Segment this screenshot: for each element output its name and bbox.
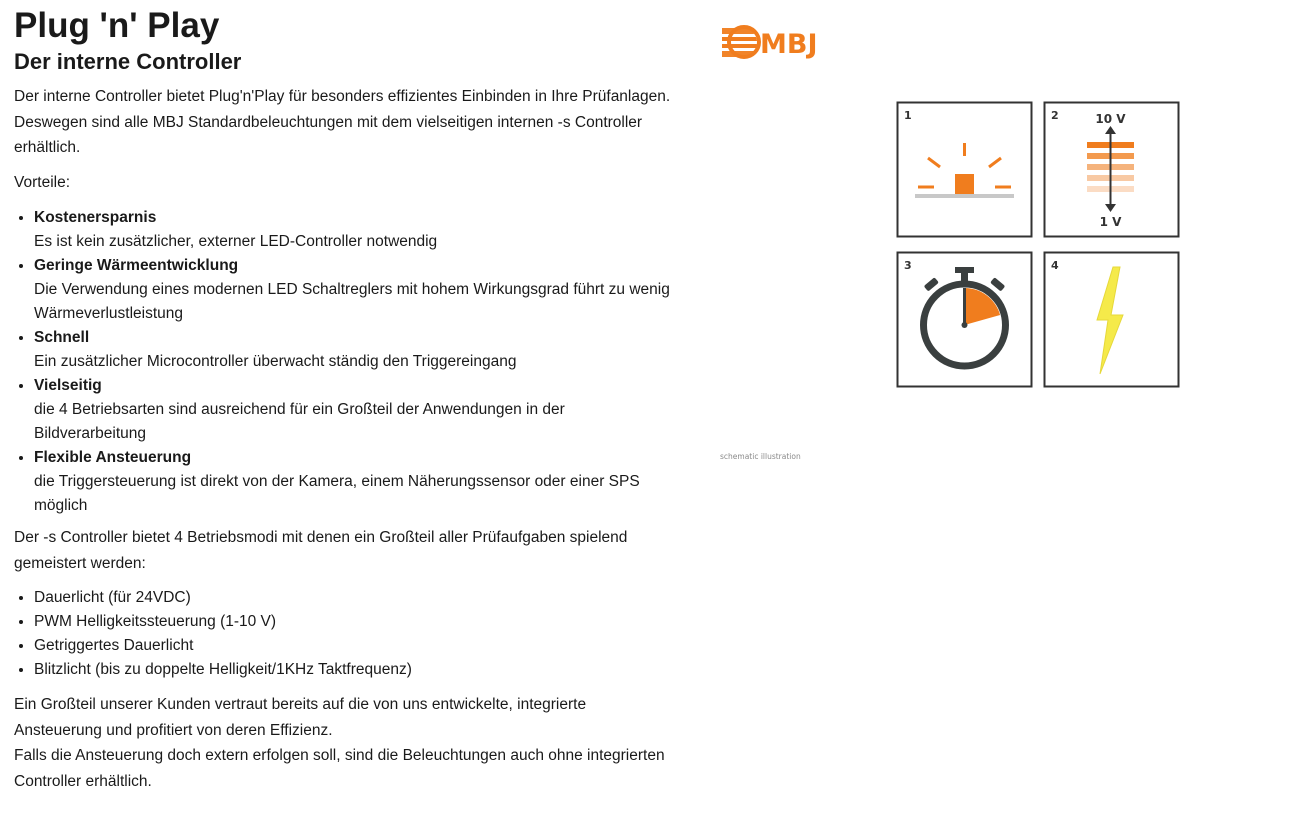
panel-number: 1 — [904, 109, 912, 122]
feature-text: die Triggersteuerung ist direkt von der Kamera, einem Näherungssensor oder einer SPS möglich — [34, 473, 640, 514]
main-content — [14, 6, 674, 794]
panel-number: 2 — [1051, 109, 1059, 122]
feature-text: Es ist kein zusätzlicher, externer LED-Controller notwendig — [34, 233, 438, 250]
page-title: Plug 'n' Play — [14, 6, 220, 45]
logo-text: MBJ — [760, 29, 818, 60]
scale-bottom-label: 1 V — [1099, 215, 1122, 229]
illustration-caption: schematic illustration — [720, 452, 801, 461]
mode-item: • Getriggertes Dauerlicht — [34, 634, 674, 658]
panel-2 — [1045, 103, 1179, 237]
feature-text: Die Verwendung eines modernen LED Schaltreglers mit hohem Wirkungsgrad führt zu wenig Wärmeverlustleistung — [34, 281, 670, 322]
outro-sentence-2: Falls die Ansteuerung doch extern erfolgen soll, sind die Beleuchtungen auch ohne integrierten Controller erhältlich. — [14, 747, 665, 790]
outro-sentence-1: Ein Großteil unserer Kunden vertraut bereits auf die von uns entwickelte, integrierte Ansteuerung und profitiert von deren Effizienz. — [14, 696, 587, 739]
mode-item: • PWM Helligkeitssteuerung (1-10 V) — [34, 610, 674, 634]
stopwatch-icon — [924, 267, 1006, 366]
panel-3 — [898, 253, 1032, 387]
panel-number: 3 — [904, 259, 912, 272]
feature-text: die 4 Betriebsarten sind ausreichend für ein Großteil der Anwendungen in der Bildverarbeitung — [34, 401, 565, 442]
feature-item — [34, 326, 674, 374]
scale-top-label: 10 V — [1095, 112, 1126, 126]
intro-paragraph: Der interne Controller bietet Plug'n'Play für besonders effizientes Einbinden in Ihre Prüfanlagen. Deswegen sind alle MBJ Standardbeleuchtungen mit dem vielseitigen internen -s Controller erhältlich. — [14, 88, 671, 156]
mode-item: • Blitzlicht (bis zu doppelte Helligkeit/1KHz Taktfrequenz) — [34, 658, 674, 682]
outro-paragraph — [14, 692, 674, 794]
panel-number: 4 — [1051, 259, 1059, 272]
feature-item — [34, 374, 674, 446]
feature-item — [34, 254, 674, 326]
modes-intro-paragraph: Der -s Controller bietet 4 Betriebsmodi mit denen ein Großteil aller Prüfaufgaben spielend gemeistert werden: — [14, 529, 628, 572]
page-subtitle: Der interne Controller — [14, 49, 242, 74]
advantages-label: Vorteile: — [14, 173, 71, 191]
feature-text: Ein zusätzlicher Microcontroller überwacht ständig den Triggereingang — [34, 353, 517, 370]
mode-item: • Dauerlicht (für 24VDC) — [34, 586, 674, 610]
panel-4 — [1045, 253, 1179, 387]
feature-title: Flexible Ansteuerung — [34, 449, 192, 466]
operating-modes-illustration — [896, 101, 1182, 389]
mbj-logo-icon — [722, 27, 759, 57]
feature-title: Kostenersparnis — [34, 209, 157, 226]
panel-1 — [898, 103, 1032, 237]
feature-list — [14, 206, 674, 518]
feature-title: Geringe Wärmeentwicklung — [34, 257, 239, 274]
feature-title: Schnell — [34, 329, 90, 346]
feature-item — [34, 446, 674, 518]
mbj-logo — [720, 22, 830, 62]
feature-title: Vielseitig — [34, 377, 102, 394]
mode-list — [14, 586, 674, 682]
feature-item — [34, 206, 674, 254]
